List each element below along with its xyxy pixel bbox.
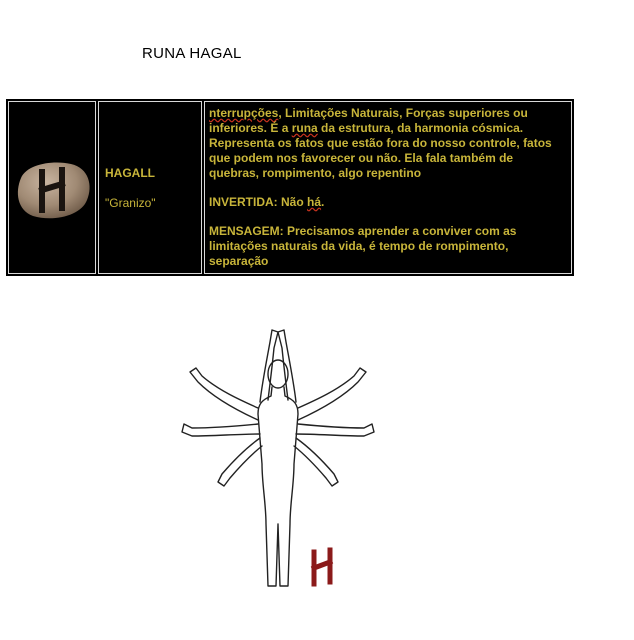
rune-alt-name: "Granizo" xyxy=(105,196,156,210)
inverted-label: INVERTIDA: Não xyxy=(209,195,308,209)
rune-stone-icon xyxy=(13,158,93,222)
rune-name: HAGALL xyxy=(105,166,155,180)
description-rest: , Limitações Naturais, Forças superiores ou inferiores. É a xyxy=(209,106,528,135)
rune-name-cell xyxy=(98,101,202,274)
rune-table xyxy=(6,99,574,276)
inverted-paragraph xyxy=(209,195,565,210)
inverted-value: há xyxy=(307,195,322,209)
description-tail: da estrutura, da harmonia cósmica. Representa os fatos que estão fora do nosso controle, fatos que podem nos favorecer ou não. Ela fala também de quebras, rompimento, algo repentino xyxy=(209,121,552,180)
rune-description xyxy=(209,106,565,283)
description-lead: nterrupções xyxy=(209,106,279,120)
description-paragraph xyxy=(209,106,565,181)
multi-armed-figure-icon xyxy=(178,324,378,596)
message-paragraph xyxy=(209,224,565,269)
message-label: MENSAGEM: xyxy=(209,224,284,238)
rune-description-cell xyxy=(204,101,572,274)
rune-stone-cell xyxy=(8,101,96,274)
description-runa: runa xyxy=(291,121,318,135)
message-text: Precisamos aprender a conviver com as limitações naturais da vida, é tempo de rompimento, separação xyxy=(209,224,517,268)
inverted-end: . xyxy=(321,195,325,209)
page-title: RUNA HAGAL xyxy=(142,45,242,62)
